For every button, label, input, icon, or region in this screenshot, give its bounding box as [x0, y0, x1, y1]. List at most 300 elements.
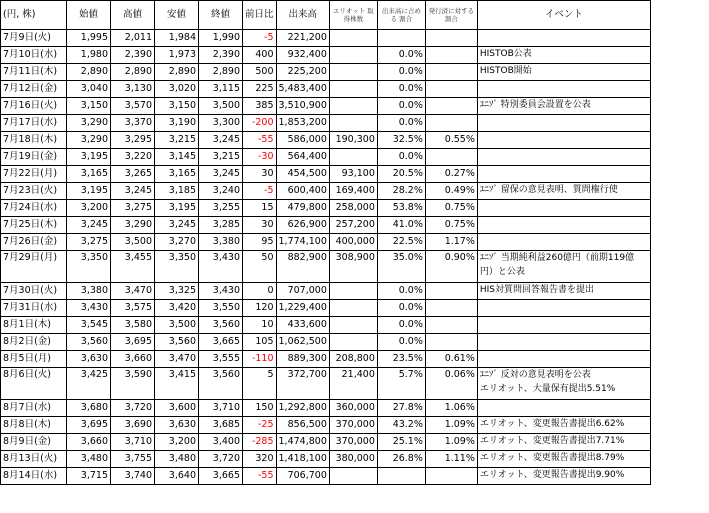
change-cell: 95 — [243, 234, 277, 251]
low-cell: 3,350 — [155, 251, 199, 283]
event-line: エリオット、変更報告書提出9.90% — [479, 470, 625, 480]
table-row — [1, 217, 651, 234]
ratio-issued-cell — [425, 47, 477, 64]
date-cell: 8月9日(金) — [1, 434, 67, 451]
open-cell: 3,430 — [67, 300, 111, 317]
ratio-volume-cell: 0.0% — [377, 115, 425, 132]
header-ratio-issued: 発行済に対する 割合 — [425, 1, 477, 30]
elliott-shares-cell: 370,000 — [329, 417, 377, 434]
open-cell: 3,275 — [67, 234, 111, 251]
high-cell: 3,580 — [111, 317, 155, 334]
ratio-volume-cell: 5.7% — [377, 368, 425, 400]
volume-cell: 454,500 — [276, 166, 329, 183]
elliott-shares-cell — [329, 468, 377, 485]
event-cell — [477, 283, 650, 300]
change-cell: 0 — [243, 283, 277, 300]
close-cell: 3,285 — [199, 217, 243, 234]
ratio-volume-cell: 0.0% — [377, 334, 425, 351]
elliott-shares-cell: 360,000 — [329, 400, 377, 417]
ratio-volume-cell: 32.5% — [377, 132, 425, 149]
date-cell: 7月23日(火) — [1, 183, 67, 200]
ratio-issued-cell: 1.09% — [425, 417, 477, 434]
open-cell: 3,290 — [67, 132, 111, 149]
ratio-issued-cell — [425, 64, 477, 81]
change-cell: -5 — [243, 183, 277, 200]
high-cell: 3,590 — [111, 368, 155, 400]
close-cell: 2,390 — [199, 47, 243, 64]
low-cell: 3,480 — [155, 451, 199, 468]
event-cell — [477, 300, 650, 317]
low-cell: 3,415 — [155, 368, 199, 400]
high-cell: 3,245 — [111, 183, 155, 200]
elliott-shares-cell: 400,000 — [329, 234, 377, 251]
elliott-shares-cell: 21,400 — [329, 368, 377, 400]
high-cell: 3,470 — [111, 283, 155, 300]
high-cell: 3,710 — [111, 434, 155, 451]
close-cell: 3,245 — [199, 132, 243, 149]
change-cell: -25 — [243, 417, 277, 434]
high-cell: 3,720 — [111, 400, 155, 417]
close-cell: 1,990 — [199, 30, 243, 47]
ratio-issued-cell — [425, 283, 477, 300]
low-cell: 3,325 — [155, 283, 199, 300]
low-cell: 3,185 — [155, 183, 199, 200]
event-line-2: 円）と公表 — [479, 267, 525, 277]
header-unit: (円, 株) — [1, 1, 67, 30]
close-cell: 3,215 — [199, 149, 243, 166]
date-cell: 7月25日(木) — [1, 217, 67, 234]
ratio-volume-cell: 0.0% — [377, 283, 425, 300]
change-cell: 225 — [243, 81, 277, 98]
event-line-2: エリオット、大量保有提出5.51% — [479, 384, 616, 394]
low-cell: 3,420 — [155, 300, 199, 317]
close-cell: 3,665 — [199, 334, 243, 351]
low-cell: 3,165 — [155, 166, 199, 183]
table-row — [1, 400, 651, 417]
close-cell: 3,400 — [199, 434, 243, 451]
event-cell — [477, 417, 650, 434]
change-cell: 50 — [243, 251, 277, 283]
event-line: HISTOB公表 — [479, 49, 532, 59]
ratio-volume-cell: 0.0% — [377, 317, 425, 334]
date-cell: 7月11日(木) — [1, 64, 67, 81]
elliott-shares-cell: 258,000 — [329, 200, 377, 217]
date-cell: 8月6日(火) — [1, 368, 67, 400]
elliott-shares-cell — [329, 81, 377, 98]
open-cell: 3,245 — [67, 217, 111, 234]
change-cell: 385 — [243, 98, 277, 115]
elliott-shares-cell: 380,000 — [329, 451, 377, 468]
volume-cell: 5,483,400 — [276, 81, 329, 98]
change-cell: 30 — [243, 166, 277, 183]
elliott-shares-cell — [329, 30, 377, 47]
close-cell: 3,240 — [199, 183, 243, 200]
elliott-shares-cell: 169,400 — [329, 183, 377, 200]
date-cell: 7月30日(火) — [1, 283, 67, 300]
low-cell: 3,020 — [155, 81, 199, 98]
change-cell: 10 — [243, 317, 277, 334]
open-cell: 1,980 — [67, 47, 111, 64]
high-cell: 2,390 — [111, 47, 155, 64]
low-cell: 3,640 — [155, 468, 199, 485]
header-open: 始値 — [67, 1, 111, 30]
high-cell: 3,290 — [111, 217, 155, 234]
change-cell: 320 — [243, 451, 277, 468]
ratio-issued-cell — [425, 300, 477, 317]
volume-cell: 626,900 — [276, 217, 329, 234]
open-cell: 3,380 — [67, 283, 111, 300]
event-line: ﾕﾆｿﾞ 特別委員会設置を公表 — [479, 100, 591, 110]
event-cell — [477, 115, 650, 132]
volume-cell: 225,200 — [276, 64, 329, 81]
close-cell: 3,255 — [199, 200, 243, 217]
high-cell: 3,740 — [111, 468, 155, 485]
volume-cell: 932,400 — [276, 47, 329, 64]
ratio-issued-cell — [425, 317, 477, 334]
ratio-issued-cell: 0.06% — [425, 368, 477, 400]
table-row — [1, 47, 651, 64]
volume-cell: 372,700 — [276, 368, 329, 400]
event-line: エリオット、変更報告書提出7.71% — [479, 436, 625, 446]
event-cell — [477, 351, 650, 368]
event-line: HIS対質問回答報告書を提出 — [479, 285, 595, 295]
close-cell: 3,115 — [199, 81, 243, 98]
ratio-issued-cell — [425, 334, 477, 351]
event-cell — [477, 251, 650, 283]
elliott-shares-cell — [329, 300, 377, 317]
open-cell: 3,560 — [67, 334, 111, 351]
date-cell: 8月8日(木) — [1, 417, 67, 434]
date-cell: 7月24日(水) — [1, 200, 67, 217]
event-line: エリオット、変更報告書提出8.79% — [479, 453, 625, 463]
elliott-shares-cell — [329, 317, 377, 334]
volume-cell: 1,418,100 — [276, 451, 329, 468]
ratio-issued-cell — [425, 81, 477, 98]
elliott-shares-cell — [329, 115, 377, 132]
close-cell: 3,500 — [199, 98, 243, 115]
ratio-volume-cell: 0.0% — [377, 64, 425, 81]
volume-cell: 1,229,400 — [276, 300, 329, 317]
low-cell: 3,630 — [155, 417, 199, 434]
ratio-volume-cell: 0.0% — [377, 98, 425, 115]
event-cell — [477, 317, 650, 334]
table-row — [1, 283, 651, 300]
event-cell — [477, 434, 650, 451]
date-cell: 7月31日(水) — [1, 300, 67, 317]
date-cell: 7月29日(月) — [1, 251, 67, 283]
ratio-volume-cell: 0.0% — [377, 81, 425, 98]
date-cell: 7月9日(火) — [1, 30, 67, 47]
header-change: 前日比 — [243, 1, 277, 30]
volume-cell: 889,300 — [276, 351, 329, 368]
ratio-issued-cell: 0.90% — [425, 251, 477, 283]
table-row — [1, 30, 651, 47]
elliott-shares-cell: 370,000 — [329, 434, 377, 451]
volume-cell: 707,000 — [276, 283, 329, 300]
header-high: 高値 — [111, 1, 155, 30]
ratio-volume-cell: 35.0% — [377, 251, 425, 283]
ratio-volume-cell — [377, 30, 425, 47]
table-row — [1, 468, 651, 485]
volume-cell: 706,700 — [276, 468, 329, 485]
date-cell: 8月5日(月) — [1, 351, 67, 368]
date-cell: 7月18日(木) — [1, 132, 67, 149]
date-cell: 8月2日(金) — [1, 334, 67, 351]
date-cell: 7月19日(金) — [1, 149, 67, 166]
high-cell: 3,220 — [111, 149, 155, 166]
change-cell: -5 — [243, 30, 277, 47]
table-row — [1, 434, 651, 451]
change-cell: -30 — [243, 149, 277, 166]
open-cell: 3,195 — [67, 183, 111, 200]
event-cell — [477, 334, 650, 351]
ratio-issued-cell: 0.75% — [425, 217, 477, 234]
change-cell: 120 — [243, 300, 277, 317]
volume-cell: 1,853,200 — [276, 115, 329, 132]
open-cell: 3,150 — [67, 98, 111, 115]
table-row — [1, 200, 651, 217]
ratio-issued-cell: 0.49% — [425, 183, 477, 200]
table-row — [1, 132, 651, 149]
event-cell — [477, 30, 650, 47]
table-row — [1, 115, 651, 132]
low-cell: 3,145 — [155, 149, 199, 166]
event-line: ﾕﾆｿﾞ 当期純利益260億円（前期119億 — [479, 253, 635, 263]
event-line: HISTOB開始 — [479, 66, 532, 76]
volume-cell: 221,200 — [276, 30, 329, 47]
close-cell: 3,685 — [199, 417, 243, 434]
event-cell — [477, 217, 650, 234]
volume-cell: 1,062,500 — [276, 334, 329, 351]
table-row — [1, 417, 651, 434]
close-cell: 3,560 — [199, 317, 243, 334]
date-cell: 8月13日(火) — [1, 451, 67, 468]
ratio-volume-cell: 25.1% — [377, 434, 425, 451]
elliott-shares-cell: 257,200 — [329, 217, 377, 234]
open-cell: 3,195 — [67, 149, 111, 166]
open-cell: 3,545 — [67, 317, 111, 334]
event-line: ﾕﾆｿﾞ 留保の意見表明、質問権行使 — [479, 185, 618, 195]
elliott-shares-cell — [329, 64, 377, 81]
ratio-volume-cell: 0.0% — [377, 47, 425, 64]
change-cell: -55 — [243, 468, 277, 485]
date-cell: 8月14日(水) — [1, 468, 67, 485]
open-cell: 3,480 — [67, 451, 111, 468]
ratio-volume-cell: 41.0% — [377, 217, 425, 234]
change-cell: 5 — [243, 368, 277, 400]
volume-cell: 856,500 — [276, 417, 329, 434]
close-cell: 3,550 — [199, 300, 243, 317]
ratio-volume-cell: 27.8% — [377, 400, 425, 417]
open-cell: 3,660 — [67, 434, 111, 451]
date-cell: 7月12日(金) — [1, 81, 67, 98]
high-cell: 2,890 — [111, 64, 155, 81]
date-cell: 7月10日(水) — [1, 47, 67, 64]
event-cell — [477, 149, 650, 166]
open-cell: 3,350 — [67, 251, 111, 283]
event-line: ﾕﾆｿﾞ 反対の意見表明を公表 — [479, 370, 591, 380]
table-row — [1, 98, 651, 115]
elliott-shares-cell — [329, 149, 377, 166]
high-cell: 3,265 — [111, 166, 155, 183]
elliott-shares-cell: 208,800 — [329, 351, 377, 368]
high-cell: 2,011 — [111, 30, 155, 47]
change-cell: 500 — [243, 64, 277, 81]
event-cell — [477, 98, 650, 115]
low-cell: 3,245 — [155, 217, 199, 234]
change-cell: 15 — [243, 200, 277, 217]
elliott-shares-cell: 93,100 — [329, 166, 377, 183]
date-cell: 7月26日(金) — [1, 234, 67, 251]
ratio-issued-cell: 0.75% — [425, 200, 477, 217]
change-cell: 400 — [243, 47, 277, 64]
close-cell: 2,890 — [199, 64, 243, 81]
close-cell: 3,560 — [199, 368, 243, 400]
elliott-shares-cell: 190,300 — [329, 132, 377, 149]
close-cell: 3,710 — [199, 400, 243, 417]
date-cell: 7月16日(火) — [1, 98, 67, 115]
volume-cell: 3,510,900 — [276, 98, 329, 115]
high-cell: 3,660 — [111, 351, 155, 368]
low-cell: 3,190 — [155, 115, 199, 132]
ratio-volume-cell: 53.8% — [377, 200, 425, 217]
volume-cell: 586,000 — [276, 132, 329, 149]
ratio-volume-cell — [377, 468, 425, 485]
table-row — [1, 351, 651, 368]
table-row — [1, 368, 651, 400]
close-cell: 3,665 — [199, 468, 243, 485]
header-close: 終値 — [199, 1, 243, 30]
change-cell: -110 — [243, 351, 277, 368]
high-cell: 3,295 — [111, 132, 155, 149]
volume-cell: 1,774,100 — [276, 234, 329, 251]
open-cell: 3,680 — [67, 400, 111, 417]
event-cell — [477, 166, 650, 183]
high-cell: 3,455 — [111, 251, 155, 283]
header-elliott-shares: エリオット 取得株数 — [329, 1, 377, 30]
close-cell: 3,555 — [199, 351, 243, 368]
open-cell: 3,040 — [67, 81, 111, 98]
close-cell: 3,300 — [199, 115, 243, 132]
low-cell: 3,215 — [155, 132, 199, 149]
ratio-issued-cell: 0.55% — [425, 132, 477, 149]
table-row — [1, 149, 651, 166]
ratio-issued-cell: 1.11% — [425, 451, 477, 468]
table-row — [1, 451, 651, 468]
table-row — [1, 334, 651, 351]
low-cell: 3,560 — [155, 334, 199, 351]
header-row — [1, 1, 651, 30]
volume-cell: 1,474,800 — [276, 434, 329, 451]
ratio-volume-cell: 28.2% — [377, 183, 425, 200]
date-cell: 7月17日(水) — [1, 115, 67, 132]
header-volume: 出来高 — [276, 1, 329, 30]
ratio-volume-cell: 26.8% — [377, 451, 425, 468]
change-cell: 150 — [243, 400, 277, 417]
header-ratio-volume: 出来高に占める 割合 — [377, 1, 425, 30]
close-cell: 3,245 — [199, 166, 243, 183]
ratio-issued-cell: 1.09% — [425, 434, 477, 451]
ratio-volume-cell: 43.2% — [377, 417, 425, 434]
ratio-issued-cell: 0.27% — [425, 166, 477, 183]
event-cell — [477, 64, 650, 81]
ratio-issued-cell: 1.06% — [425, 400, 477, 417]
low-cell: 3,600 — [155, 400, 199, 417]
table-row — [1, 317, 651, 334]
header-event: イベント — [477, 1, 650, 30]
high-cell: 3,275 — [111, 200, 155, 217]
low-cell: 3,270 — [155, 234, 199, 251]
elliott-shares-cell — [329, 334, 377, 351]
low-cell: 3,500 — [155, 317, 199, 334]
low-cell: 3,195 — [155, 200, 199, 217]
table-row — [1, 81, 651, 98]
table-row — [1, 234, 651, 251]
table-row — [1, 183, 651, 200]
high-cell: 3,130 — [111, 81, 155, 98]
elliott-shares-cell: 308,900 — [329, 251, 377, 283]
ratio-issued-cell — [425, 98, 477, 115]
elliott-shares-cell — [329, 98, 377, 115]
close-cell: 3,430 — [199, 283, 243, 300]
elliott-shares-cell — [329, 283, 377, 300]
high-cell: 3,575 — [111, 300, 155, 317]
change-cell: -200 — [243, 115, 277, 132]
ratio-issued-cell — [425, 115, 477, 132]
event-cell — [477, 183, 650, 200]
low-cell: 1,984 — [155, 30, 199, 47]
date-cell: 8月7日(水) — [1, 400, 67, 417]
ratio-issued-cell: 0.61% — [425, 351, 477, 368]
ratio-volume-cell: 0.0% — [377, 149, 425, 166]
close-cell: 3,430 — [199, 251, 243, 283]
volume-cell: 564,400 — [276, 149, 329, 166]
open-cell: 2,890 — [67, 64, 111, 81]
change-cell: 30 — [243, 217, 277, 234]
open-cell: 1,995 — [67, 30, 111, 47]
event-cell — [477, 200, 650, 217]
ratio-issued-cell: 1.17% — [425, 234, 477, 251]
ratio-issued-cell — [425, 149, 477, 166]
high-cell: 3,695 — [111, 334, 155, 351]
header-low: 安値 — [155, 1, 199, 30]
open-cell: 3,165 — [67, 166, 111, 183]
date-cell: 7月22日(月) — [1, 166, 67, 183]
event-cell — [477, 81, 650, 98]
elliott-shares-cell — [329, 47, 377, 64]
open-cell: 3,200 — [67, 200, 111, 217]
high-cell: 3,370 — [111, 115, 155, 132]
ratio-volume-cell: 22.5% — [377, 234, 425, 251]
ratio-issued-cell — [425, 30, 477, 47]
open-cell: 3,695 — [67, 417, 111, 434]
event-cell — [477, 132, 650, 149]
date-cell: 8月1日(木) — [1, 317, 67, 334]
event-line: エリオット、変更報告書提出6.62% — [479, 419, 625, 429]
volume-cell: 882,900 — [276, 251, 329, 283]
ratio-volume-cell: 23.5% — [377, 351, 425, 368]
ratio-volume-cell: 20.5% — [377, 166, 425, 183]
open-cell: 3,290 — [67, 115, 111, 132]
change-cell: -55 — [243, 132, 277, 149]
low-cell: 3,200 — [155, 434, 199, 451]
high-cell: 3,500 — [111, 234, 155, 251]
table-row — [1, 166, 651, 183]
ratio-volume-cell: 0.0% — [377, 300, 425, 317]
event-cell — [477, 47, 650, 64]
low-cell: 2,890 — [155, 64, 199, 81]
open-cell: 3,715 — [67, 468, 111, 485]
